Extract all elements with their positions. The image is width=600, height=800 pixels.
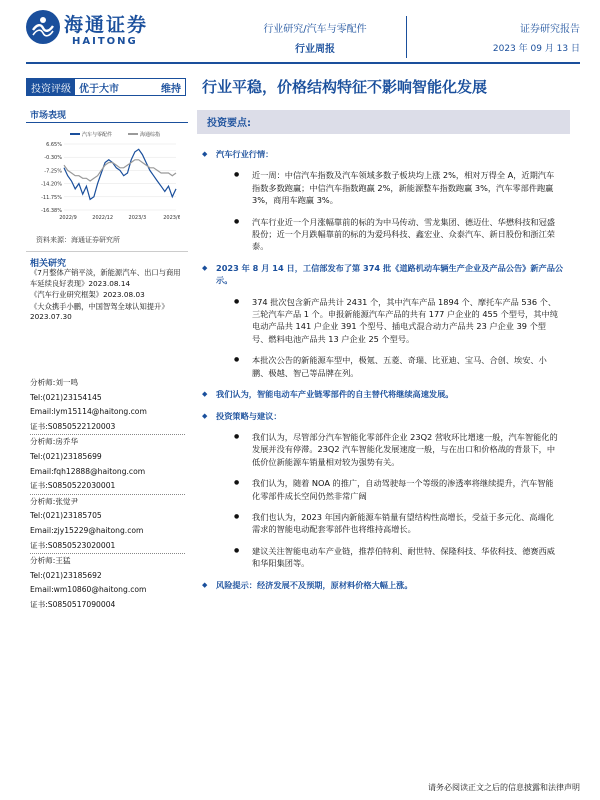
investment-rating bbox=[26, 78, 186, 96]
market-heading-rule bbox=[26, 122, 188, 123]
key-points-bar bbox=[197, 110, 570, 134]
series-line bbox=[64, 149, 176, 199]
analyst-tel: Tel:(021)23185699 bbox=[30, 451, 102, 461]
analyst-email[interactable]: Email:wm10860@haitong.com bbox=[30, 585, 147, 595]
analyst-tel: Tel:(021)23154145 bbox=[30, 392, 102, 402]
analyst-name: 分析师:王猛 bbox=[30, 553, 185, 569]
y-tick-label: -14.20% bbox=[41, 181, 62, 188]
related-item[interactable]: 《7月整体产销平淡，新能源汽车、出口与商用车延续良好表现》2023.08.14 bbox=[30, 268, 181, 288]
analyst-name: 分析师:张觉尹 bbox=[30, 494, 185, 510]
x-tick-label: 2023/3 bbox=[128, 215, 147, 221]
rating-value: 优于大市 bbox=[79, 83, 119, 95]
analyst-tel: Tel:(021)23185705 bbox=[30, 511, 102, 521]
analyst-cert: 证书:S0850517090004 bbox=[30, 599, 116, 609]
header-rule bbox=[26, 62, 580, 64]
analyst-tel: Tel:(021)23185692 bbox=[30, 570, 102, 580]
y-tick-label: -7.25% bbox=[44, 168, 62, 175]
bullet-item: ● 本批次公告的新能源车型中，极氪、五菱、奇瑞、比亚迪、宝马、合创、埃安、小鹏、极越、智己等品牌在列。 bbox=[202, 354, 567, 379]
logo-chinese-name: 海通证券 bbox=[64, 14, 149, 36]
analyst-list bbox=[30, 376, 185, 613]
market-performance-chart bbox=[30, 128, 180, 224]
bullet-heading: ◆ 2023 年 8 月 14 日，工信部发布了第 374 批《道路机动车辆生产企业及产品公告》新产品公示。 bbox=[202, 262, 567, 287]
analyst-cert: 证书:S0850522120003 bbox=[30, 421, 116, 431]
bullet-heading: ◆ 汽车行业行情： bbox=[202, 148, 567, 160]
report-category: 行业研究/汽车与零配件 bbox=[263, 24, 367, 35]
bullet-item: ● 近一周：中信汽车指数及汽车领域多数子板块均上涨 2%，相对万得全 A，近期汽车指数多数跑赢；中信汽车指数跑赢 2%，新能源整车指数跑赢 3%，汽车零部件跑赢 3%，商用车跑赢 3%。 bbox=[202, 169, 567, 206]
y-tick-label: 6.65% bbox=[46, 142, 62, 148]
bullet-heading: ◆ 投资策略与建议： bbox=[202, 410, 567, 422]
related-item[interactable]: 《汽车行业研究框架》2023.08.03 bbox=[30, 290, 145, 299]
bullet-heading: ◆ 我们认为，智能电动车产业链零部件的自主替代将继续高速发展。 bbox=[202, 388, 567, 400]
chart-source: 资料来源：海通证券研究所 bbox=[36, 236, 120, 244]
legend-label: 汽车与零配件 bbox=[82, 132, 113, 138]
disclaimer-footer: 请务必阅读正文之后的信息披露和法律声明 bbox=[428, 783, 580, 792]
analyst-name: 分析师:刘一鸣 bbox=[30, 378, 79, 387]
key-points-heading: 投资要点: bbox=[207, 118, 251, 129]
x-tick-label: 2022/12 bbox=[92, 215, 114, 221]
legend-label: 海通综指 bbox=[140, 132, 161, 138]
analyst-name: 分析师:房乔华 bbox=[30, 434, 185, 450]
bullet-item: ● 我们认为，尽管部分汽车智能化零部件企业 23Q2 营收环比增速一般，汽车智能化的发展并没有停滞。23Q2 汽车智能化发展速度一般，与在出口和价格战的背景下，中低价位新能源车销量相对较为强势有关。 bbox=[202, 431, 567, 468]
analyst-cert: 证书:S0850523020001 bbox=[30, 540, 116, 550]
bullet-item: ● 我们认为，随着 NOA 的推广，自动驾驶每一个等级的渗透率将继续提升，汽车智能化零部件成长空间仍然非常广阔 bbox=[202, 477, 567, 502]
analyst-cert: 证书:S0850522030001 bbox=[30, 481, 116, 491]
y-tick-label: -0.30% bbox=[44, 155, 62, 162]
analyst-email[interactable]: Email:fqh12888@haitong.com bbox=[30, 466, 146, 476]
related-research-list bbox=[30, 268, 185, 324]
haitong-logo-icon bbox=[26, 10, 60, 44]
logo-english-name: HAITONG bbox=[72, 36, 138, 47]
y-tick-label: -16.38% bbox=[41, 208, 62, 214]
rating-label: 投资评级 bbox=[27, 79, 75, 96]
bullet-item: ● 建议关注智能电动车产业链，推荐伯特利、耐世特、保隆科技、华依科技、德赛西威和华阳集团等。 bbox=[202, 545, 567, 570]
x-tick-label: 2023/6 bbox=[163, 215, 180, 221]
bullet-item: ● 374 批次包含新产品共计 2431 个，其中汽车产品 1894 个、摩托车产品 536 个、三轮汽车产品 1 个。申报新能源汽车产品的共有 177 户企业的 455 个型号，其中纯电动产品共 141 户企业 391 个型号、插电式混合动力产品共 23 户企业 39 个型号、燃料电池产品共 13 户企业 25 个型号。 bbox=[202, 296, 567, 346]
y-tick-label: -11.75% bbox=[41, 194, 62, 201]
related-item[interactable]: 《大众携手小鹏，中国智驾全球认知提升》2023.07.30 bbox=[30, 301, 169, 321]
source-rule bbox=[26, 251, 188, 252]
analyst-email[interactable]: Email:zjy15229@haitong.com bbox=[30, 525, 144, 535]
rating-status: 维持 bbox=[161, 83, 181, 95]
bullet-item: ● 汽车行业近一个月涨幅靠前的标的为中马传动、雪龙集团、德迈仕、华懋科技和冠盛股份；近一个月跌幅靠前的标的为爱玛科技、鑫宏业、众泰汽车、新日股份和浙江荣泰。 bbox=[202, 216, 567, 253]
report-date: 2023 年 09 月 13 日 bbox=[492, 44, 580, 54]
x-tick-label: 2022/9 bbox=[59, 215, 77, 221]
header-divider bbox=[406, 16, 407, 58]
bullet-item: ● 我们也认为，2023 年国内新能源车销量有望结构性高增长，受益于多元化、高端化需求的智能电动配套零部件也将维持高增长。 bbox=[202, 511, 567, 536]
related-research-heading: 相关研究 bbox=[30, 259, 67, 269]
chart-svg bbox=[30, 128, 180, 224]
market-performance-heading: 市场表现 bbox=[30, 111, 67, 121]
analyst-email[interactable]: Email:lym15114@haitong.com bbox=[30, 407, 147, 417]
report-title: 行业平稳，价格结构特征不影响智能化发展 bbox=[202, 78, 488, 96]
report-kind: 证券研究报告 bbox=[520, 24, 580, 35]
bullet-heading: ◆ 风险提示：经济发展不及预期，原材料价格大幅上涨。 bbox=[202, 579, 567, 591]
report-type: 行业周报 bbox=[295, 44, 335, 55]
key-points-content bbox=[202, 148, 567, 591]
